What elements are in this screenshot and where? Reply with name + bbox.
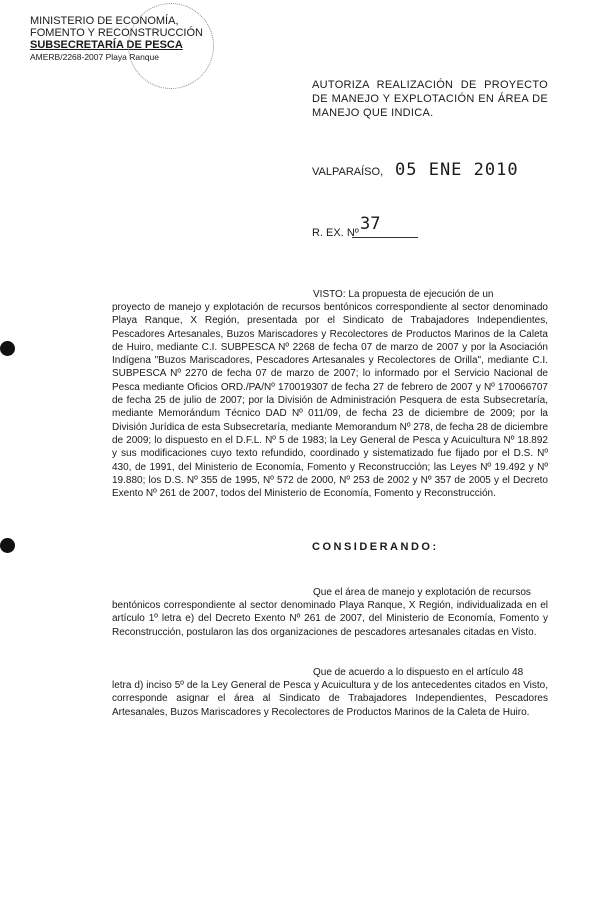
file-reference: AMERB/2268-2007 Playa Ranque xyxy=(30,52,159,62)
considerando-1-lead: Que el área de manejo y explotación de recursos xyxy=(313,587,531,598)
considerando-heading: CONSIDERANDO: xyxy=(312,541,439,553)
considerando-2-lead: Que de acuerdo a lo dispuesto en el artículo 48 xyxy=(313,667,524,678)
seal-stamp xyxy=(128,3,214,89)
subject-text: AUTORIZA REALIZACIÓN DE PROYECTO DE MANEJO Y EXPLOTACIÓN EN ÁREA DE MANEJO QUE INDICA. xyxy=(312,79,548,119)
resolution-underline xyxy=(352,237,418,238)
resolution-label: R. EX. Nº xyxy=(312,227,359,239)
ministry-name: MINISTERIO DE ECONOMÍA, xyxy=(30,15,179,27)
subsecretary-name: SUBSECRETARÍA DE PESCA xyxy=(30,39,183,51)
punch-hole-bottom xyxy=(0,538,15,553)
visto-paragraph: proyecto de manejo y explotación de recursos bentónicos correspondiente al sector denominado Playa Ranque, X Región, presentada por el Sindicato de Trabajadores Independientes, Pescadores Artesanales, Buzos Mariscadores y Recolectores de Productos Marinos de la Caleta de Huiro, mediante C.I. SUBPESCA Nº 2268 de fecha 07 de marzo de 2007 y por la Asociación Indígena "Buzos Mariscadores, Pescadores Artesanales y Recolectores de Orilla", mediante C.I. SUBPESCA Nº 2270 de fecha 07 de marzo de 2007; lo informado por el Servicio Nacional de Pesca mediante Oficios ORD./PA/Nº 170019307 de fecha 27 de febrero de 2007 y Nº 170066707 de fecha 25 de julio de 2007; por la División de Administración Pesquera de esta Subsecretaría, mediante Memorándum Técnico DAD Nº 011/09, de fecha 23 de diciembre de 2009; por la División Jurídica de esta Subsecretaría, mediante Memorandum Nº 278, de fecha 28 de diciembre de 2009; lo dispuesto en el D.F.L. Nº 5 de 1983; la Ley General de Pesca y Acuicultura Nº 18.892 y sus modificaciones cuyo texto refundido, coordinado y sistematizado fue fijado por el D.S. Nº 430, de 1991, del Ministerio de Economía, Fomento y Reconstrucción; las Leyes Nº 19.492 y Nº 19.880; los D.S. Nº 355 de 1995, Nº 572 de 2000, Nº 253 de 2002 y Nº 357 de 2005 y el Decreto Exento Nº 261 de 2007, todos del Ministerio de Economía, Fomento y Reconstrucción. xyxy=(112,302,548,500)
visto-lead: VISTO: La propuesta de ejecución de un xyxy=(313,289,494,300)
considerando-2-text: letra d) inciso 5º de la Ley General de Pesca y Acuicultura y de los antecedentes citados en Visto, corresponde asignar el área al Sindicato de Trabajadores Independientes, Pescadores Artesanales, Buzos Mariscadores y Recolectores de Productos Marinos de la Caleta de Huiro. xyxy=(112,680,548,718)
punch-hole-top xyxy=(0,341,15,356)
resolution-number: 37 xyxy=(360,214,381,234)
considerando-1-text: bentónicos correspondiente al sector denominado Playa Ranque, X Región, individualizada en el artículo 1º letra e) del Decreto Exento Nº 261 de 2007, del Ministerio de Economía, Fomento y Reconstrucción, postularon las dos organizaciones de pescadores artesanales citadas en Visto. xyxy=(112,600,548,638)
date-stamp: 05 ENE 2010 xyxy=(395,160,519,180)
ministry-subtitle: FOMENTO Y RECONSTRUCCIÓN xyxy=(30,27,203,39)
place-label: VALPARAÍSO, xyxy=(312,166,384,178)
